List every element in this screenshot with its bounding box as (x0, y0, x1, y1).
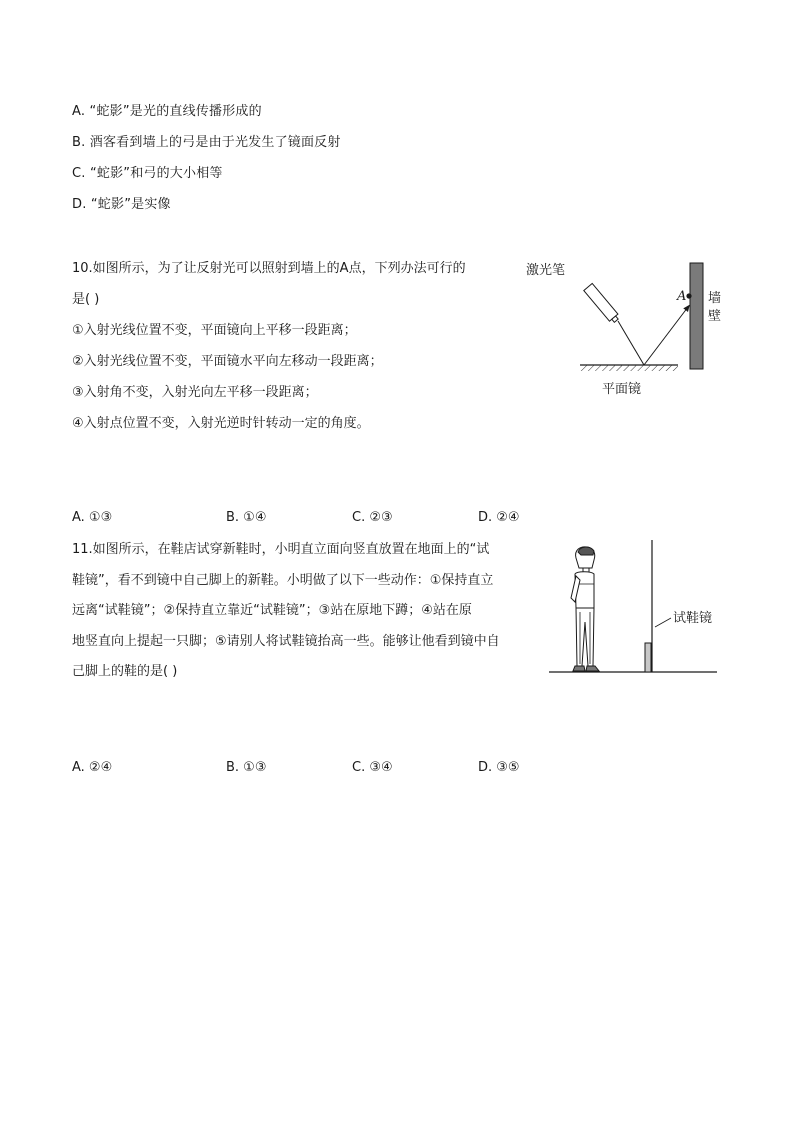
shoe-mirror (645, 643, 651, 672)
q11-line-4: 地竖直向上提起一只脚；⑤请别人将试鞋镜抬高一些。能够让他看到镜中自 (72, 633, 500, 649)
q11-body (72, 535, 542, 688)
laser-label: 激光笔 (526, 263, 566, 278)
q10-stem-line-1: 10.如图所示，为了让反射光可以照射到墙上的A点，下列办法可行的 (72, 261, 466, 276)
q10-item-1: ①入射光线位置不变，平面镜向上平移一段距离； (72, 323, 357, 338)
point-a-label: A (677, 289, 687, 304)
q11-choice-c: C. ③④ (352, 760, 393, 775)
q11-choice-a: A. ②④ (72, 760, 113, 775)
q10-choice-c: C. ②③ (352, 510, 393, 525)
trousers (576, 608, 594, 666)
q11-line-2: 鞋镜”，看不到镜中自己脚上的新鞋。小明做了以下一些动作：①保持直立 (72, 572, 494, 588)
q10-choice-b: B. ①④ (226, 510, 267, 525)
q10-item-4: ④入射点位置不变，入射光逆时针转动一定的角度。 (72, 416, 370, 431)
wall (690, 263, 703, 369)
q11-line-3: 远离“试鞋镜”；②保持直立靠近“试鞋镜”；③站在原地下蹲；④站在原 (72, 603, 472, 618)
q9-option-b: B. 酒客看到墙上的弓是由于光发生了镜面反射 (72, 135, 341, 150)
q10-body (72, 253, 542, 439)
shoe-right (586, 666, 599, 671)
shoe-left (573, 666, 585, 671)
q10-choice-a: A. ①③ (72, 510, 113, 525)
hair (578, 547, 594, 555)
reflected-ray (644, 307, 688, 365)
q10-stem-line-2: 是( ) (72, 292, 100, 307)
q9-option-d: D. “蛇影”是实像 (72, 197, 171, 212)
q10-figure (520, 255, 740, 405)
q11-line-1: 11.如图所示，在鞋店试穿新鞋时，小明直立面向竖直放置在地面上的“试 (72, 542, 490, 557)
q11-choice-d: D. ③⑤ (478, 760, 520, 775)
q10-choice-d: D. ②④ (478, 510, 520, 525)
mirror-label: 平面镜 (602, 382, 642, 397)
mirror-hatching (580, 365, 678, 371)
q10-item-3: ③入射角不变，入射光向左平移一段距离； (72, 385, 318, 400)
q9-option-a: A. “蛇影”是光的直线传播形成的 (72, 104, 262, 119)
incident-ray (618, 321, 644, 365)
laser-pen (584, 283, 621, 324)
wall-label-1: 墙 (708, 291, 722, 306)
point-a-dot (686, 293, 691, 298)
q11-line-5: 己脚上的鞋的是( ) (72, 664, 178, 679)
q9-option-c: C. “蛇影”和弓的大小相等 (72, 166, 223, 181)
mirror-leader-line (655, 618, 671, 627)
q10-item-2: ②入射光线位置不变，平面镜水平向左移动一段距离； (72, 354, 383, 369)
wall-label-2: 壁 (708, 309, 722, 324)
shoe-mirror-label: 试鞋镜 (673, 611, 713, 626)
q11-figure (545, 538, 725, 678)
q11-choice-b: B. ①③ (226, 760, 267, 775)
boy-figure (571, 547, 599, 671)
